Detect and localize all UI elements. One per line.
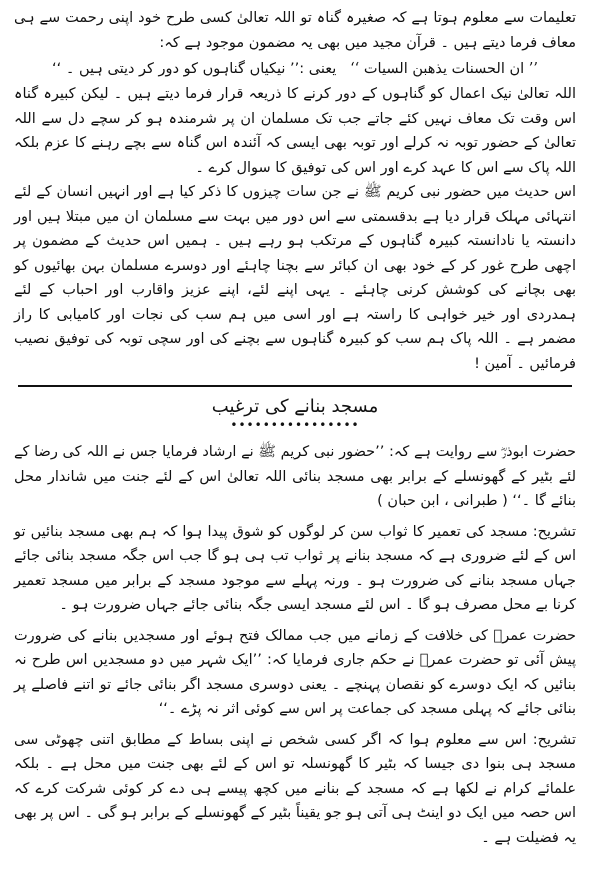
quran-quote xyxy=(14,57,576,81)
paragraph-explanation-2: تشریح: اس سے معلوم ہوا کہ اگر کسی شخص نے اپنی بساط کے مطابق اتنی چھوٹی سی مسجد ہی بنوا دی جیسا کہ بٹیر کا گھونسلہ تو اس کے لئے بھی جنت میں محل ہے ۔ بلکہ علمائے کرام نے لکھا ہے کہ مسجد کے بنانے میں کچھ پیسے ہی دے کر کوئی شرکت کرے کہ اس حصہ میں ایک دو اینٹ ہی آتی ہو جو یقیناً بٹیر کے گھونسلے کے برابر ہو گی ۔ اس پر بھی یہ فضیلت ہے ۔ xyxy=(14,731,576,846)
paragraph-repentance: اللہ تعالیٰ نیک اعمال کو گناہوں کے دور کرنے کا ذریعہ قرار فرما دیتے ہیں ۔ لیکن کبیرہ گناہ اس وقت تک معاف نہیں کئے جاتے جب تک مسلمان ان پر شرمندہ ہو کر سچے دل سے اللہ تعالیٰ کے حضور توبہ نہ کرلے اور توبہ بھی ایسی کہ آئندہ اس گناہ سے بچے رہنے کا عزم بلکہ اللہ پاک سے اس کا عہد کرے اور اس کی توفیق کا سوال کرے ۔ xyxy=(14,86,576,176)
title-ornament: •••••••••••••••• xyxy=(230,418,360,432)
paragraph-intro: تعلیمات سے معلوم ہوتا ہے کہ صغیرہ گناہ تو اللہ تعالیٰ کسی طرح خود اپنی رحمت سے ہی معاف فرما دیتے ہیں ۔ قرآن مجید میں بھی یہ مضمون موجود ہے کہ: xyxy=(14,10,576,51)
paragraph-hadith-abuzar: حضرت ابوذرؓ سے روایت ہے کہ: ’’حضور نبی کریم ﷺ نے ارشاد فرمایا جس نے اللہ کی رضا کے لئے بٹیر کے گھونسلے کے برابر بھی مسجد بنائی اللہ تعالیٰ اس کے لئے جنت میں شاندار محل بنائے گا ۔‘‘ ( طبرانی ، ابن حبان ) xyxy=(14,444,576,509)
section-title: مسجد بنانے کی ترغیب xyxy=(211,396,379,417)
paragraph-umar-caliphate: حضرت عمرؓ کی خلافت کے زمانے میں جب ممالک فتح ہوئے اور مسجدیں بنانے کی ضرورت پیش آئی تو حضرت عمرؓ نے حکم جاری فرمایا کہ: ’’ایک شہر میں دو مسجدیں اس طرح نہ بنائیں کہ ایک دوسرے کو نقصان پہنچے ۔ یعنی دوسری مسجد اگر بنائی جائے تو اتنے فاصلے پر بنائی جائے کہ پہلی مسجد کی جماعت پر اس سے کوئی اثر نہ پڑے ۔‘‘ xyxy=(14,627,576,717)
quran-quote-translation: یعنی :’’ نیکیاں گناہوں کو دور کر دیتی ہیں ۔ ‘‘ xyxy=(52,61,337,77)
paragraph-hadith-commentary: اس حدیث میں حضور نبی کریم ﷺ نے جن سات چیزوں کا ذکر کیا ہے اور انہیں انسان کے لئے انتہائی مہلک قرار دیا ہے بدقسمتی سے اس دور میں بہت سے مسلمان ان میں مبتلا ہیں اور دانستہ یا نادانستہ کبیرہ گناہوں کے مرتکب ہو رہے ہیں ۔ ہمیں اس حدیث کے مضمون پر اچھی طرح غور کر کے خود بھی ان کبائر سے بچنا چاہئے اور دوسرے مسلمان بہن بھائیوں کو بھی بچانے کی کوشش کرنی چاہئے ۔ یہی اپنے لئے، اپنے عزیز واقارب اور احباب کے لئے ہمدردی اور خیر خواہی کا راستہ ہے اور اسی میں ہم سب کی نجات اور کامیابی کا راز مضمر ہے ۔ اللہ پاک ہم سب کو کبیرہ گناہوں سے بچنے کی اور سچی توبہ کی توفیق نصیب فرمائیں ۔ آمین ! xyxy=(14,184,576,372)
quran-quote-arabic: ’’ ان الحسنات یذھبن السیات ‘‘ xyxy=(350,61,538,77)
section-divider xyxy=(18,385,572,387)
paragraph-explanation-1: تشریح: مسجد کی تعمیر کا ثواب سن کر لوگوں کو شوق پیدا ہوا کہ ہم بھی مسجد بنائیں تو اس کے لئے ضروری ہے کہ مسجد بنانے پر ثواب تب ہی ہو گا جب اس جگہ مسجد بنائی جائے جہاں مسجد بنانے کی ضرورت ہو ۔ ورنہ پہلے سے موجود مسجد کے برابر میں مسجد تعمیر کرنا بے محل مصرف ہو گا ۔ اس لئے مسجد ایسی جگہ بنائی جائے جہاں ضرورت ہو ۔ xyxy=(14,523,576,613)
